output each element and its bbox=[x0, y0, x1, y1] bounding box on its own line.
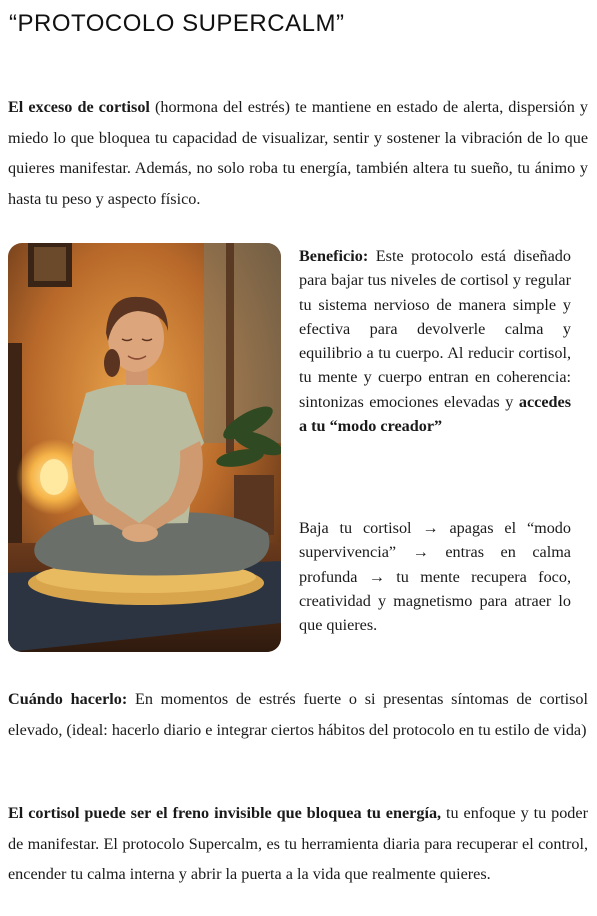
benefit-paragraph bbox=[299, 244, 571, 438]
intro-bold: El exceso de cortisol bbox=[8, 98, 150, 116]
when-text: En momentos de estrés fuerte o si presentas síntomas de cortisol elevado, (ideal: hacerlo diario e integrar ciertos hábitos del protocolo en tu estilo de vida) bbox=[8, 690, 588, 739]
meditating-woman-photo bbox=[8, 243, 281, 652]
page-title: “PROTOCOLO SUPERCALM” bbox=[9, 10, 345, 37]
steps-paragraph: Baja tu cortisol → apagas el “modo supervivencia” → entras en calma profunda → tu mente recupera foco, creatividad y magnetismo para atraer lo que quieres. bbox=[299, 519, 571, 635]
closing-paragraph bbox=[8, 798, 588, 890]
benefit-bold-end: accedes a tu “modo creador” bbox=[299, 392, 571, 436]
when-paragraph bbox=[8, 684, 588, 745]
meditation-illustration bbox=[8, 243, 281, 652]
benefit-text: Este protocolo está diseñado para bajar tus niveles de cortisol y regular tu sistema nervioso de manera simple y efectiva para devolverle calma y equilibrio a tu cuerpo. Al reducir cortisol, tu mente y cuerpo entran en coherencia: sintonizas emociones elevadas y bbox=[299, 247, 571, 411]
closing-text: tu enfoque y tu poder de manifestar. El protocolo Supercalm, es tu herramienta diaria para recuperar el control, encender tu calma interna y abrir la puerta a la vida que realmente quieres. bbox=[8, 804, 588, 883]
intro-paragraph bbox=[8, 92, 588, 214]
when-label: Cuándo hacerlo: bbox=[8, 690, 128, 708]
benefit-label: Beneficio: bbox=[299, 247, 369, 265]
closing-bold: El cortisol puede ser el freno invisible que bloquea tu energía, bbox=[8, 804, 442, 822]
intro-text: (hormona del estrés) te mantiene en estado de alerta, dispersión y miedo lo que bloquea tu capacidad de visualizar, sentir y sostener la vibración de lo que quieres manifestar. Además, no solo roba tu energía, también altera tu sueño, tu ánimo y hasta tu peso y aspecto físico. bbox=[8, 98, 588, 208]
